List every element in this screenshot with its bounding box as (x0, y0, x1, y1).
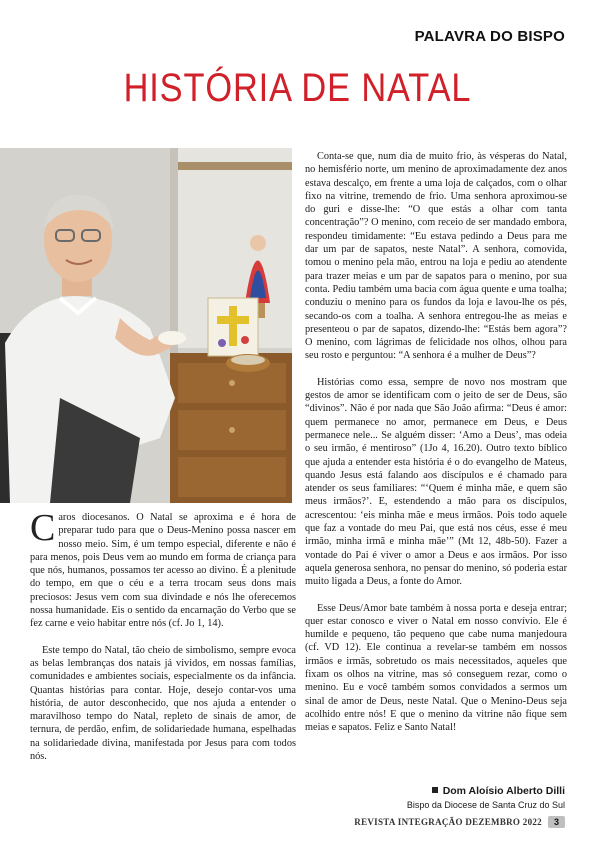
right-column (305, 150, 567, 747)
author-role: Bispo da Diocese de Santa Cruz do Sul (406, 800, 565, 810)
paragraph: Este tempo do Natal, tão cheio de simbolismo, sempre evoca as belas lembranças dos natais já vividos, em nossas famílias, comunidades e ambientes sociais, especialmente os da infância. Quantas histórias para contar. Hoje, desejo contar-vos uma história, de autor desconhecido, que nos ajuda a entender o maravilhoso tempo do Natal, repleto de sinais de amor, de ternura, de perdão, enfim, de solidariedade humana, espelhadas na solidariedade divina, manifestada por Jesus para com todos nós. (30, 644, 296, 763)
page-number: 3 (548, 816, 565, 828)
author-name: Dom Aloísio Alberto Dilli (407, 785, 565, 797)
signature-block (407, 785, 565, 810)
left-column (30, 507, 296, 776)
reflection-paragraph: Histórias como essa, sempre de novo nos mostram que gestos de amor se identificam com o jeito de ser de Deus, são “divinos”. Não é por nada que São João afirma: “Deus é amor: quem permanece no amor, permanece em Deus, e Deus permanece nele... Se alguém disser: ‘Amo a Deus’, mas odeia o seu irmão, é mentiroso” (1Jo 4, 16.20). Outro texto bíblico que ajuda a entender esta história é o do evangelho de Mateus, quando Jesus está falando aos discípulos e é chamado para atender os seus familiares: “‘Quem é minha mãe, e quem são meus irmãos?’. E, estendendo a mão para os discípulos, acrescentou: ‘eis minha mãe e meus irmãos. Pois todo aquele que faz a vontade do meu Pai, que está nos céus, esse é meu irmão, minha irmã e minha mãe’” (Mt 12, 48b-50). Fazer a vontade do Pai é viver o amor a Deus e aos irmãos. Por isso aquela generosa senhora, no pensar do menino, só poderia estar muito ligada a Deus, a fonte do Amor. (305, 376, 567, 588)
section-label: PALAVRA DO BISPO (414, 28, 565, 45)
article-title: HISTÓRIA DE NATAL (123, 66, 472, 110)
drop-cap: C (30, 507, 56, 549)
intro-text: aros diocesanos. O Natal se aproxima e é hora de preparar tudo para que o Deus-Menino possa nascer em nosso meio. Sim, é um tempo especial, diferente e não é para menos, pois Deus vem ao mundo em forma de criança para que nós, humanos, possamos ter acesso ao divino. É a plenitude do tempo, em que o céu e a terra trocam seus dons mais preciosos: Jesus vem com sua divindade e nós lhe oferecemos nossa humanidade. Eis o sentido da encarnação do Verbo que se fez carne e veio habitar entre nós (cf. Jo 1, 14). (30, 512, 296, 630)
page-footer (354, 815, 565, 829)
story-paragraph: Conta-se que, num dia de muito frio, às vésperas do Natal, no hemisfério norte, um menino de aproximadamente dez anos estava descalço, em frente a uma loja de calçados, com o olhar fixo na vitrine, tremendo de frio. Uma senhora aproximou-se do guri e disse-lhe: “O que estás a olhar com tanta concentração”? O menino, com receio de ser mandado embora, respondeu timidamente: “Eu estava pedindo a Deus para me dar um par de sapatos, neste Natal”. A senhora, comovida, tomou o menino pela mão, entrou na loja e pediu ao atendente para trazer meias e um par de sapatos para o menino, por sua conta. Pediu também uma bacia com água quente e uma toalha; conduziu o menino para os fundos da loja e lavou-lhe os pés, secando-os com a toalha. A senhora entregou-lhe as meias e presenteou o par de sapatos, dizendo-lhe: “Estás bem agora”? O menino, com lágrimas de felicidade nos olhos, olhou para seu rosto e perguntou: “A senhora é a mulher de Deus”? (305, 151, 567, 362)
photo-bishop-at-desk (0, 148, 292, 503)
publication-name: REVISTA INTEGRAÇÃO DEZEMBRO 2022 (354, 817, 542, 827)
closing-paragraph: Esse Deus/Amor bate também à nossa porta e deseja entrar; quer estar conosco e viver o Natal em nosso convívio. Ele é humilde e pequeno, tão pequeno que cabe numa manjedoura (cf. VD 12). Ele continua a revelar-se também em nossos irmãos e irmãs, sobretudo os mais necessitados, aqueles que fixam os olhos na vitrine, mas só conseguem rezar, como o menino. Eu e você também somos convidados a sermos um sinal de amor de Deus, neste Natal. Que o Menino-Deus seja acolhido entre nós! E que o menino da vitrine não fique sem meias e sapatos. Feliz e Santo Natal! (305, 602, 567, 734)
intro-paragraph (30, 507, 296, 631)
